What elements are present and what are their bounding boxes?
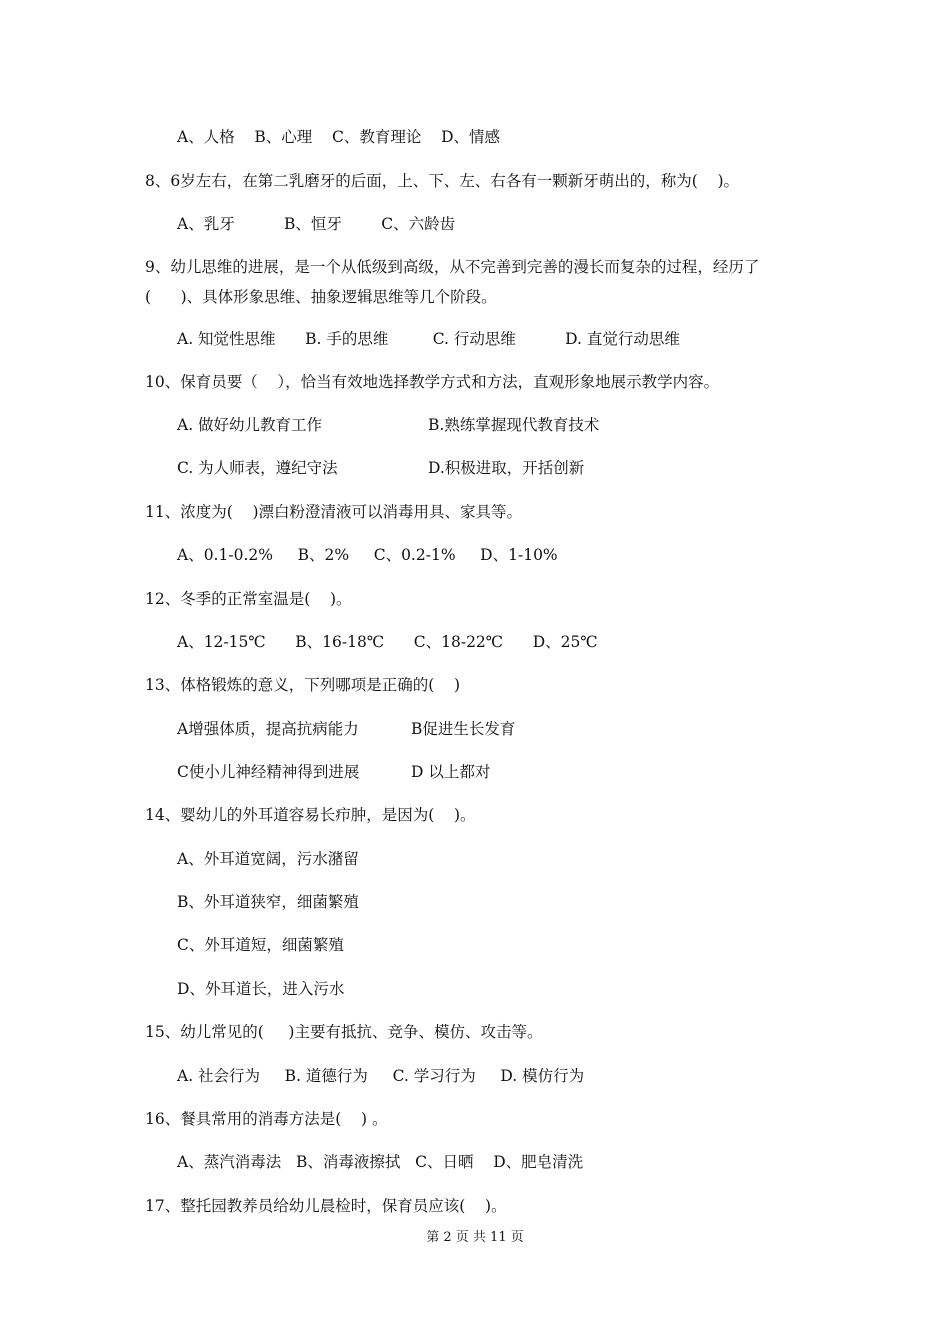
q12-options: A、12-15℃ B、16-18℃ C、18-22℃ D、25℃ [177,633,598,651]
q10-option-b: B.熟练掌握现代教育技术 [428,416,600,434]
question-13: 13、体格锻炼的意义，下列哪项是正确的( ) [145,676,461,694]
q10-options-row-2 [0,458,950,478]
question-14: 14、婴幼儿的外耳道容易长疖肿，是因为( )。 [145,806,476,824]
q10-option-c: C. 为人师表，遵纪守法 [177,459,338,477]
question-15: 15、幼儿常见的( )主要有抵抗、竞争、模仿、攻击等。 [145,1023,543,1041]
q14-option-d: D、外耳道长，进入污水 [177,980,345,998]
q9-options: A. 知觉性思维 B. 手的思维 C. 行动思维 D. 直觉行动思维 [177,330,680,348]
q13-options-row-2 [0,762,950,782]
q7-options: A、人格 B、心理 C、教育理论 D、情感 [177,128,500,146]
q14-option-c: C、外耳道短，细菌繁殖 [177,936,344,954]
q11-options: A、0.1-0.2% B、2% C、0.2-1% D、1-10% [177,546,558,564]
question-10: 10、保育员要（ ），恰当有效地选择教学方式和方法，直观形象地展示教学内容。 [145,373,720,391]
question-16: 16、餐具常用的消毒方法是( ) 。 [145,1110,388,1128]
q10-option-d: D.积极进取，开括创新 [428,459,585,477]
page-footer: 第 2 页 共 11 页 [426,1230,524,1245]
q14-option-b: B、外耳道狭窄，细菌繁殖 [177,893,359,911]
question-11: 11、浓度为( )漂白粉澄清液可以消毒用具、家具等。 [145,503,523,521]
q15-options: A. 社会行为 B. 道德行为 C. 学习行为 D. 模仿行为 [177,1067,585,1085]
q10-option-a: A. 做好幼儿教育工作 [177,416,323,434]
q13-option-c: C使小儿神经精神得到进展 [177,763,360,781]
q8-options: A、乳牙 B、恒牙 C、六龄齿 [177,215,456,233]
q14-option-a: A、外耳道宽阔，污水潴留 [177,850,359,868]
q10-options-row-1 [0,415,950,435]
q13-options-row-1 [0,719,950,739]
question-9-line-2: ( )、具体形象思维、抽象逻辑思维等几个阶段。 [145,288,497,306]
q16-options: A、蒸汽消毒法 B、消毒液擦拭 C、日晒 D、肥皂清洗 [177,1153,584,1171]
question-9-line-1: 9、幼儿思维的进展，是一个从低级到高级，从不完善到完善的漫长而复杂的过程，经历了 [145,258,760,276]
q13-option-d: D 以上都对 [411,763,491,781]
q13-option-b: B促进生长发育 [411,720,516,738]
question-12: 12、冬季的正常室温是( )。 [145,590,352,608]
question-8: 8、6岁左右，在第二乳磨牙的后面，上、下、左、右各有一颗新牙萌出的，称为( )。 [145,172,740,190]
q13-option-a: A增强体质，提高抗病能力 [177,720,359,738]
question-17: 17、整托园教养员给幼儿晨检时，保育员应该( )。 [145,1197,507,1215]
